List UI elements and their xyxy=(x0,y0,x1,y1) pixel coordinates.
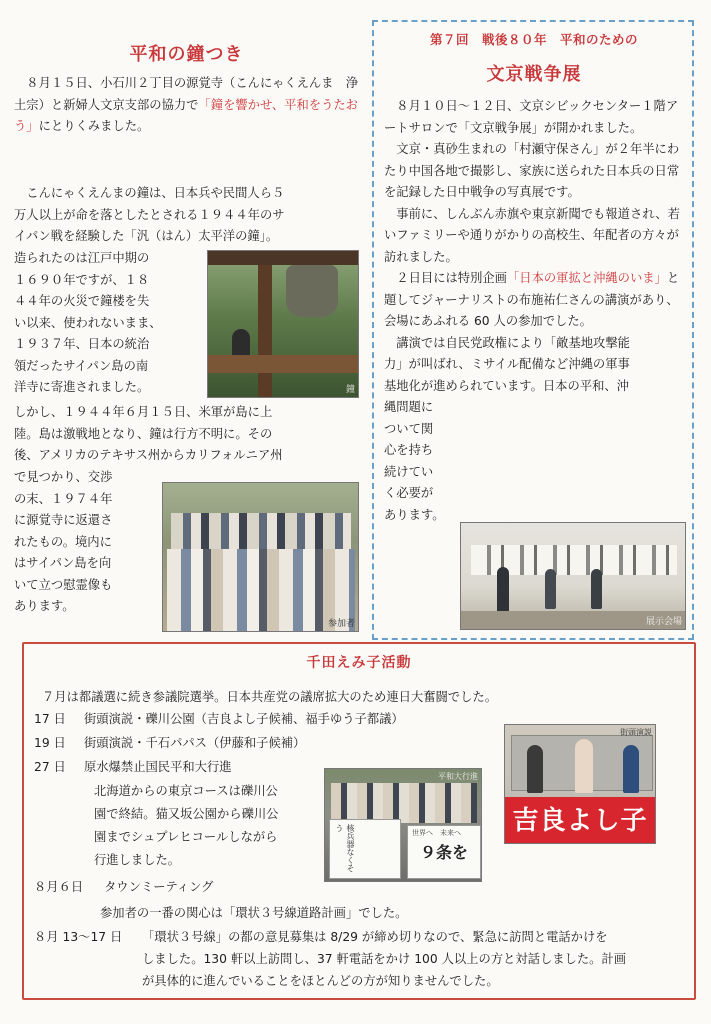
exhibit-paragraph-5: 講演では自民党政権により「敵基地攻撃能 力」が叫ばれ、ミサイル配備など沖縄の軍事 基地化が進められています。日本の平和、沖 xyxy=(384,335,630,393)
exhibit-subtitle: 第７回 戦後８０年 平和のための xyxy=(429,32,638,47)
exhibit-title: 文京戦争展 xyxy=(486,64,582,85)
marchers xyxy=(331,783,477,823)
left-article xyxy=(14,18,359,636)
candidate-banner: 吉良よし子 xyxy=(505,797,655,844)
highlight-phrase: 「鐘を響かせ、平和をうたおう」 xyxy=(14,97,358,133)
sign-left: 核兵器なくそう xyxy=(329,819,401,879)
exhibit-paragraph-4: ２日目には特別企画「日本の軍拡と沖縄のいま」と題してジャーナリストの布施祐仁さんの講演があり、会場にあふれる 60 人の参加でした。 xyxy=(384,271,680,328)
entry-17-text: 街頭演説・礫川公園（吉良よし子候補、福手ゆう子都議） xyxy=(84,712,404,726)
entry-27-detail: 北海道からの東京コースは礫川公 園で終結。猫又坂公園から礫川公 園までシュプレヒコールしながら 行進しました。 xyxy=(94,784,279,867)
special-event-title: 「日本の軍拡と沖縄のいま」 xyxy=(506,271,667,285)
article-title-peace-bell: 平和の鐘つき xyxy=(129,44,244,65)
entry-aug6-text: タウンミーティング xyxy=(104,880,214,894)
entry-17-date: 17 日 xyxy=(34,712,66,726)
pillar xyxy=(258,265,272,398)
visitor-2 xyxy=(545,569,556,609)
bell-shape xyxy=(286,265,338,317)
entry-aug6-date: ８月６日 xyxy=(34,880,84,894)
exhibition-photo: 展示会場 xyxy=(460,522,686,630)
fence xyxy=(208,355,358,373)
activity-intro: ７月は都議選に続き参議院選挙。日本共産党の議席拡大のため連日大奮闘でした。 xyxy=(42,690,497,704)
entry-27-date: 27 日 xyxy=(34,760,66,774)
bell-photo: 鐘 xyxy=(207,250,359,398)
sign-right: 世界へ 未来へ ９条を xyxy=(407,825,481,879)
visitor-3 xyxy=(591,569,602,609)
group-row-front xyxy=(167,549,355,632)
article-paragraph-2: こんにゃくえんまの鐘は、日本兵や民間人ら５ 万人以上が命を落としたとされる１９４４年のサ イパン戦を経験した「汎（はん）太平洋の鐘」。 xyxy=(14,186,285,243)
entry-aug13-detail: 「環状３号線」の都の意見募集は 8/29 が締め切りなので、緊急に訪問と電話かけを しました。130 軒以上訪問し、37 軒電話をかけ 100 人以上の方と対話しました。計画 が具体的に進んでいることをほとんどの方が知りませんでした。 xyxy=(142,930,627,988)
speaker-1 xyxy=(527,745,543,793)
entry-aug13-date: ８月 13～17 日 xyxy=(34,930,123,944)
group-photo: 参加者 xyxy=(162,482,359,632)
group-row-back xyxy=(171,513,351,553)
activity-title: 千田えみ子活動 xyxy=(306,655,412,671)
exhibit-paragraph-3: 事前に、しんぶん赤旗や東京新聞でも報道され、若いファミリーや通りがかりの高校生、年配者の方々が訪れました。 xyxy=(384,206,680,264)
exhibit-paragraph-2: 文京・真砂生まれの「村瀬守保さん」が２年半にわたり中国各地で撮影し、家族に送られた日本兵の日常を記録した日中戦争の写真展です。 xyxy=(384,142,680,199)
article-paragraph-1: ８月１５日、小石川２丁目の源覚寺（こんにゃくえんま 浄土宗）と新婦人文京支部の協力で「鐘を響かせ、平和をうたおう」にとりくみました。 xyxy=(14,76,359,133)
speaker-3 xyxy=(623,745,639,793)
article-paragraph-2-wrap: 造られたのは江戸中期の １６９０年ですが、１８ ４４年の火災で鐘楼を失 い以来、使われないまま、 １９３７年、日本の統治 領だったサイパン島の南 洋寺に寄進されました。 xyxy=(14,251,162,394)
right-article xyxy=(372,20,694,640)
campaign-photo: 吉良よし子 街頭演説 xyxy=(504,724,656,844)
roof-beam xyxy=(208,251,358,265)
march-photo: 核兵器なくそう 世界へ 未来へ ９条を 平和大行進 xyxy=(324,768,482,882)
entry-27-text: 原水爆禁止国民平和大行進 xyxy=(84,760,232,774)
article-paragraph-3-wrap: で見つかり、交渉 の末、１９７４年 に源覚寺に返還さ れたもの。境内に はサイパン島を向 いて立つ慰霊像も あります。 xyxy=(14,470,113,613)
entry-19-date: 19 日 xyxy=(34,736,66,750)
article-paragraph-3: しかし、１９４４年６月１５日、米軍が島に上 陸。島は激戦地となり、鐘は行方不明に。その 後、アメリカのテキサス州からカリフォルニア州 xyxy=(14,405,283,462)
visitor-1 xyxy=(497,567,509,613)
speaker-2 xyxy=(575,739,593,793)
entry-19-text: 街頭演説・千石パパス（伊藤和子候補） xyxy=(84,736,306,750)
exhibit-paragraph-5-wrap: 縄問題に ついて関 心を持ち 続けてい く必要が あります。 xyxy=(384,400,445,522)
entry-aug6-detail: 参加者の一番の関心は「環状３号線道路計画」でした。 xyxy=(100,906,408,920)
activity-box xyxy=(22,642,696,1000)
exhibit-paragraph-1: ８月１０日～１２日、文京シビックセンター１階アートサロンで「文京戦争展」が開かれました。 xyxy=(384,99,679,135)
